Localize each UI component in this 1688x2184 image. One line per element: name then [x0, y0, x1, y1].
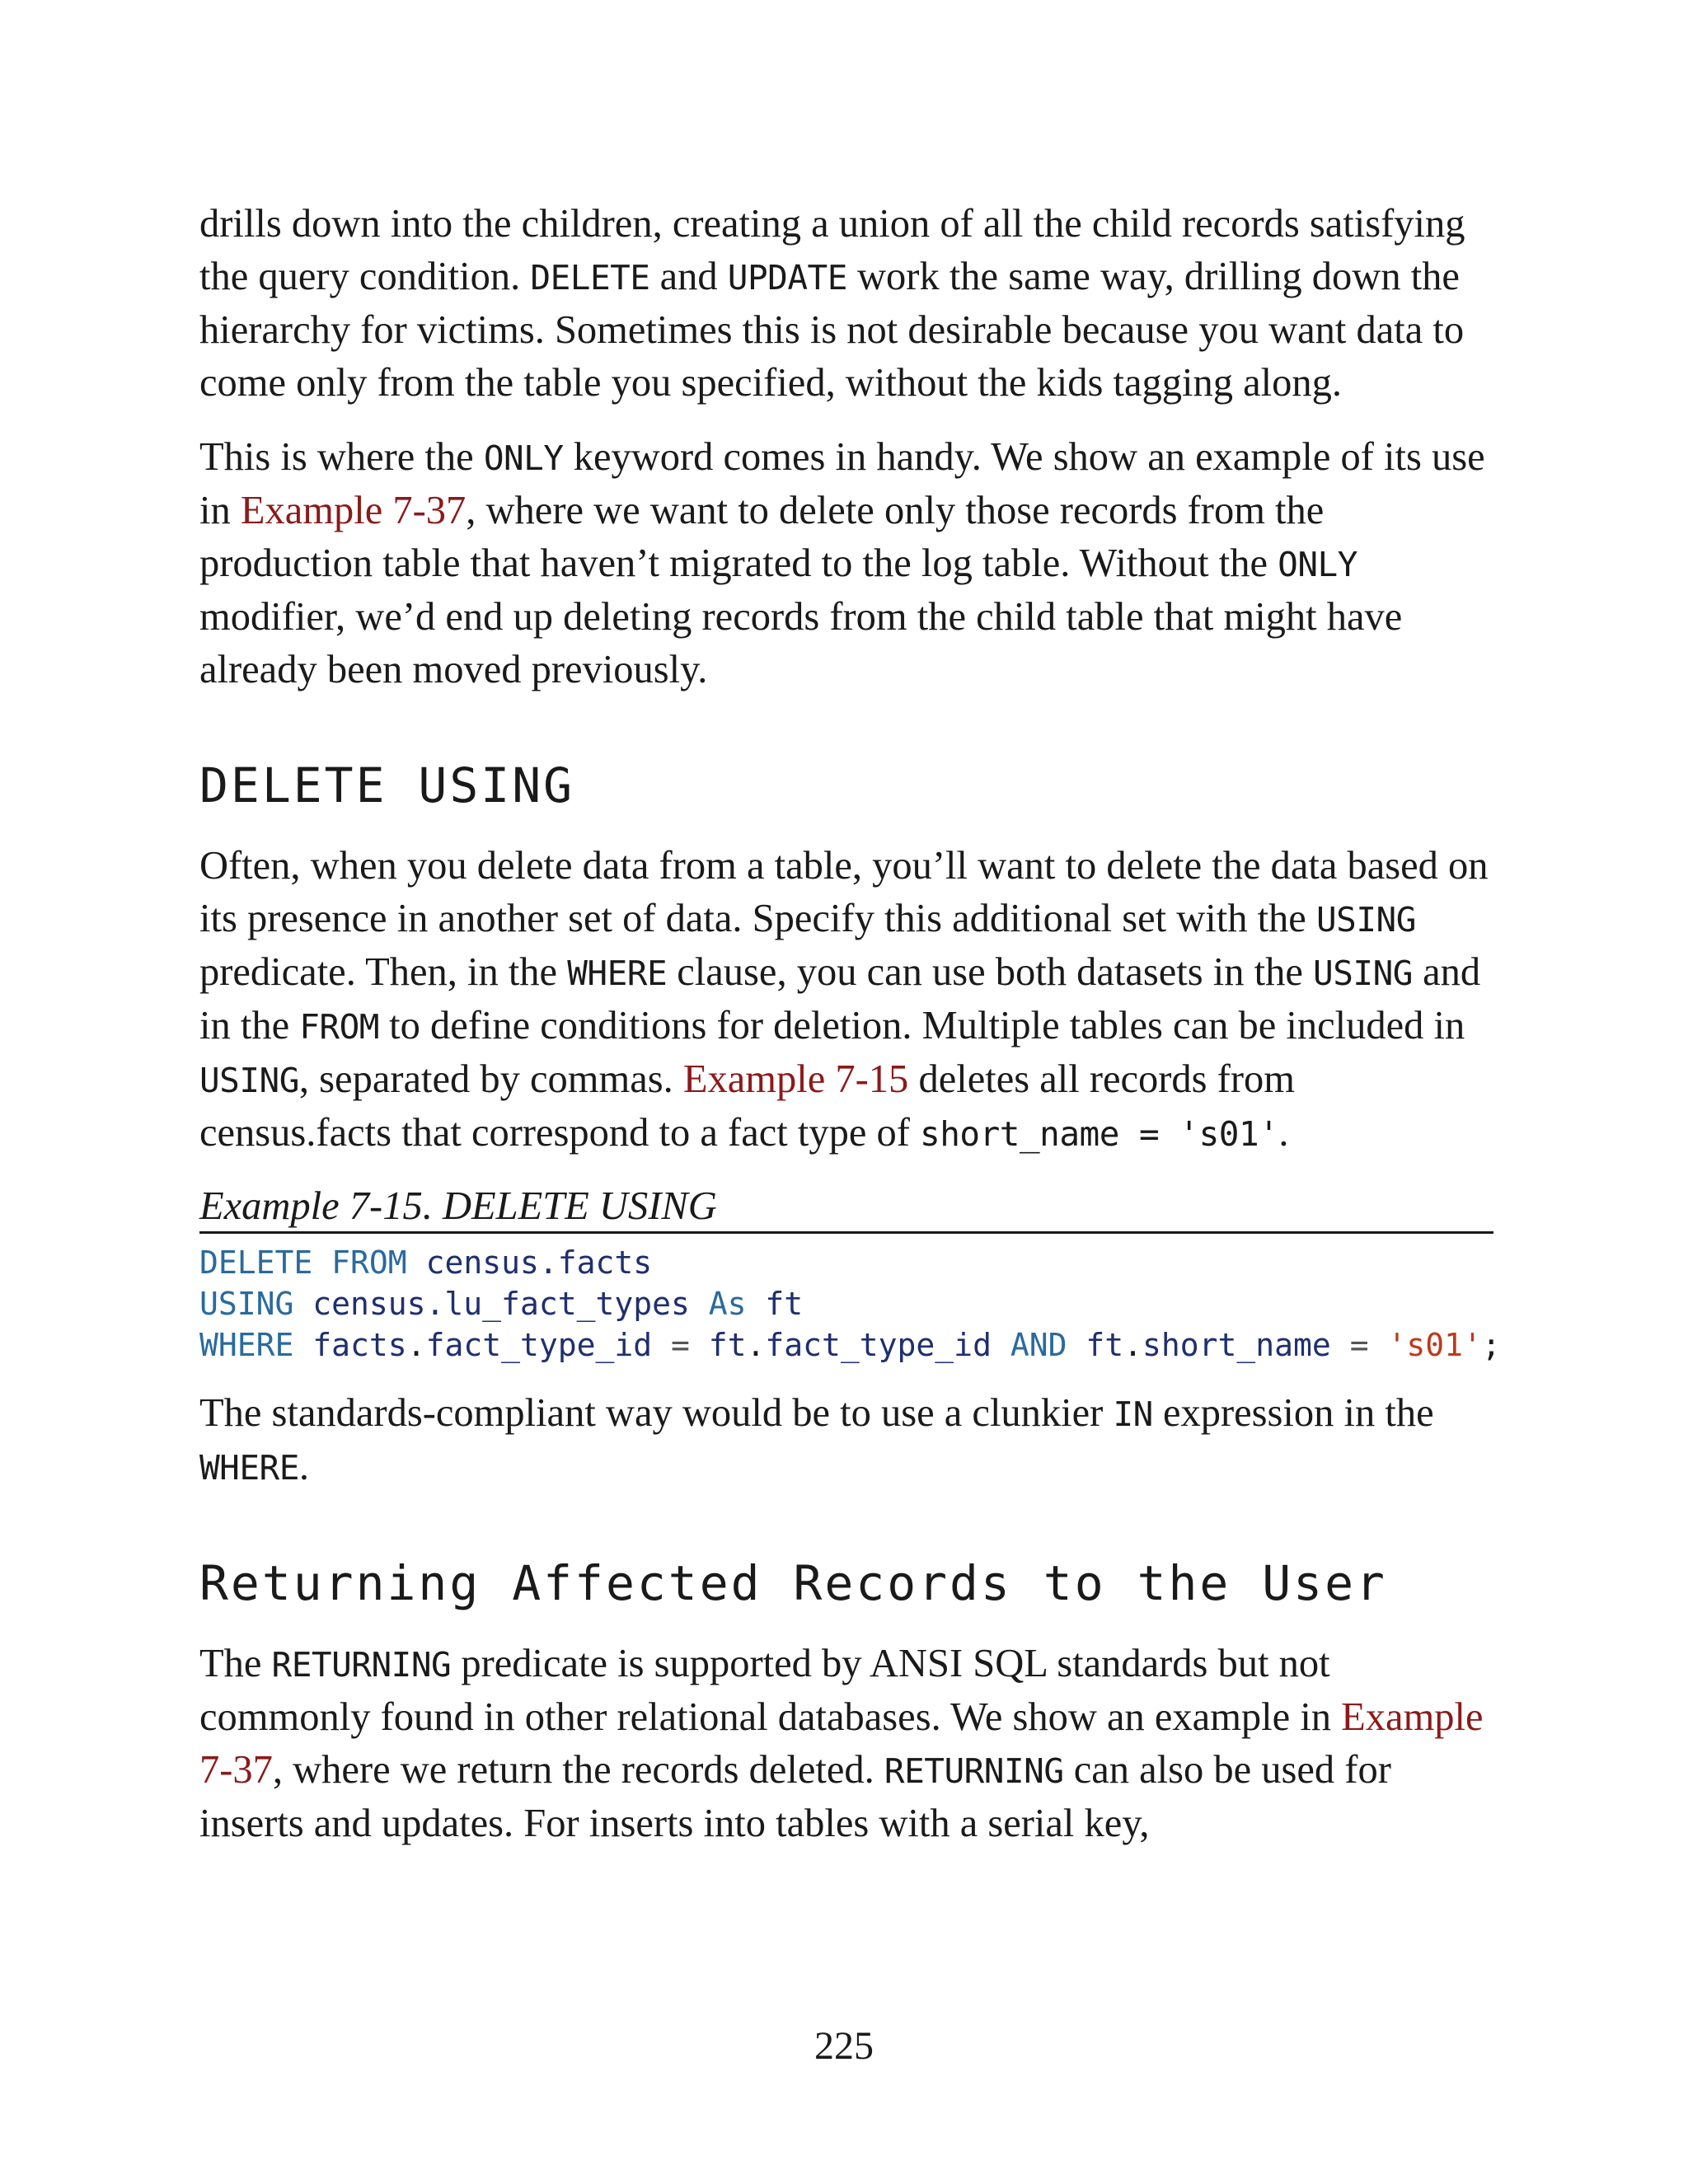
inline-code: RETURNING: [884, 1751, 1064, 1791]
inline-code: USING: [1313, 954, 1413, 993]
example-7-37-link[interactable]: Example 7-37: [199, 1695, 1484, 1792]
paragraph-4: The standards-compliant way would be to use a clunkier IN expression in the WHERE.: [199, 1391, 1434, 1488]
inline-code: WHERE: [199, 1448, 299, 1488]
inline-code: ONLY: [483, 438, 564, 478]
code-block: [199, 1242, 1501, 1366]
example-7-15-link[interactable]: Example 7-15: [682, 1057, 909, 1101]
inline-code: FROM: [299, 1007, 379, 1047]
code-line-3: WHERE facts.fact_type_id = ft.fact_type_id AND ft.short_name = 's01';: [199, 1327, 1501, 1363]
page-number: 225: [814, 2024, 874, 2068]
inline-code: USING: [199, 1061, 299, 1100]
inline-code: IN: [1113, 1394, 1153, 1434]
example-title: Example 7-15. DELETE USING: [199, 1182, 1493, 1234]
inline-code: UPDATE: [727, 258, 847, 298]
code-line-1: DELETE FROM census.facts: [199, 1244, 653, 1281]
inline-code: DELETE: [530, 258, 650, 298]
inline-code: ONLY: [1278, 545, 1357, 584]
section-heading-returning: Returning Affected Records to the User: [199, 1555, 1387, 1611]
paragraph-3: Often, when you delete data from a table, you’ll want to delete the data based on its presence in another set of data. Specify this additional set with the USING predicate. Then, in the WHERE clause, you can use both datasets in the USING and in the FROM to define conditions for deletion. Multiple tables can be included in USING, separated by commas. Example 7-15 deletes all records from census.facts that correspond to a fact type of short_name = 's01'.: [199, 844, 1489, 1155]
example-7-37-link[interactable]: Example 7-37: [240, 489, 467, 532]
section-heading-delete-using: DELETE USING: [199, 757, 575, 813]
inline-code: short_name = 's01': [920, 1114, 1279, 1154]
code-line-2: USING census.lu_fact_types As ft: [199, 1286, 804, 1322]
paragraph-5: The RETURNING predicate is supported by ANSI SQL standards but not commonly found in other relational databases. We show an example in Example 7-37, where we return the records deleted. RETURNING can also be used for inserts and updates. For inserts into tables with a serial key,: [199, 1642, 1484, 1845]
paragraph-1: drills down into the children, creating a union of all the child records satisfying the query condition. DELETE and UPDATE work the same way, drilling down the hierarchy for victims. Sometimes this is not desirable because you want data to come only from the table you specified, without the kids tagging along.: [199, 202, 1465, 405]
page-content: [199, 198, 1501, 1872]
inline-code: WHERE: [567, 954, 668, 993]
paragraph-2: This is where the ONLY keyword comes in handy. We show an example of its use in Example 7-37, where we want to delete only those records from the production table that haven’t migrated to the log table. Without the ONLY modifier, we’d end up deleting records from the child table that might have already been moved previously.: [199, 435, 1485, 691]
inline-code: RETURNING: [271, 1645, 452, 1685]
inline-code: USING: [1315, 900, 1416, 940]
